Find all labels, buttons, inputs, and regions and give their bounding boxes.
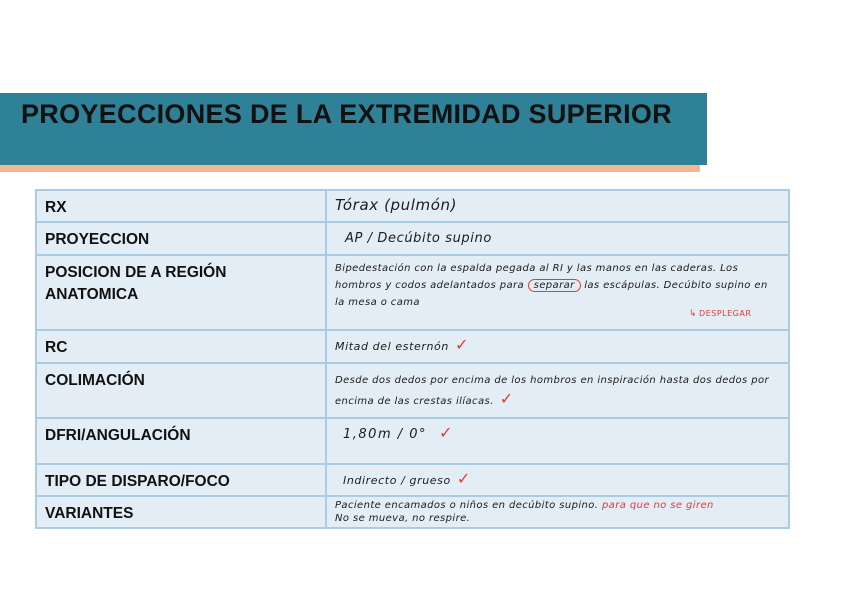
proyeccion-value: AP / Decúbito supino — [345, 231, 492, 246]
table-row-dfri — [36, 418, 789, 464]
checkmark-icon: ✓ — [454, 335, 469, 354]
row-label: POSICION DE A REGIÓN ANATOMICA — [36, 255, 326, 330]
row-label: COLIMACIÓN — [36, 363, 326, 418]
row-value — [326, 190, 789, 222]
posicion-value — [335, 260, 778, 311]
table-row-rx — [36, 190, 789, 222]
dfri-value: 1,80m / 0° — [343, 427, 428, 442]
rc-value: Mitad del esternón — [335, 340, 449, 353]
row-label: PROYECCION — [36, 222, 326, 255]
table-row-proyeccion — [36, 222, 789, 255]
variantes-value — [335, 499, 778, 513]
row-value — [326, 418, 789, 464]
table-row-posicion — [36, 255, 789, 330]
row-label: DFRI/ANGULACIÓN — [36, 418, 326, 464]
title-underline — [0, 165, 700, 172]
projection-table — [35, 189, 790, 529]
note-arrow-icon: ↳ — [689, 309, 698, 319]
checkmark-icon: ✓ — [456, 469, 471, 488]
circled-word: separar — [528, 279, 581, 292]
tipo-disparo-value: Indirecto / grueso — [343, 474, 451, 487]
row-value — [326, 330, 789, 363]
row-label: TIPO DE DISPARO/FOCO — [36, 464, 326, 496]
posicion-text-after: las escápulas. Decúbito supino en la mesa o cama — [335, 280, 768, 308]
page-title: PROYECCIONES DE LA EXTREMIDAD SUPERIOR — [21, 99, 672, 129]
checkmark-icon: ✓ — [439, 423, 453, 442]
rx-value: Tórax (pulmón) — [335, 196, 458, 214]
table-row-colimacion — [36, 363, 789, 418]
row-value — [326, 255, 789, 330]
posicion-text-before: Bipedestación con la espalda pegada al RI y las manos en las caderas. Los hombros y codos adelantados para — [335, 263, 739, 291]
row-value — [326, 464, 789, 496]
row-label: RX — [36, 190, 326, 222]
checkmark-icon: ✓ — [499, 389, 514, 408]
table-row-rc — [36, 330, 789, 363]
row-label: RC — [36, 330, 326, 363]
row-label: VARIANTES — [36, 496, 326, 528]
annotation-note — [689, 309, 778, 319]
row-value — [326, 496, 789, 528]
row-value — [326, 222, 789, 255]
variantes-line2: No se mueva, no respire. — [335, 513, 471, 524]
variantes-red-note: para que no se giren — [601, 500, 714, 511]
table-row-tipo-disparo — [36, 464, 789, 496]
row-value — [326, 363, 789, 418]
colimacion-value: Desde dos dedos por encima de los hombros en inspiración hasta dos dedos por encima de las crestas ilíacas. — [335, 375, 770, 407]
variantes-text: Paciente encamados o niños en decúbito supino. — [335, 500, 599, 511]
note-text: DESPLEGAR — [699, 309, 752, 318]
table-row-variantes — [36, 496, 789, 528]
